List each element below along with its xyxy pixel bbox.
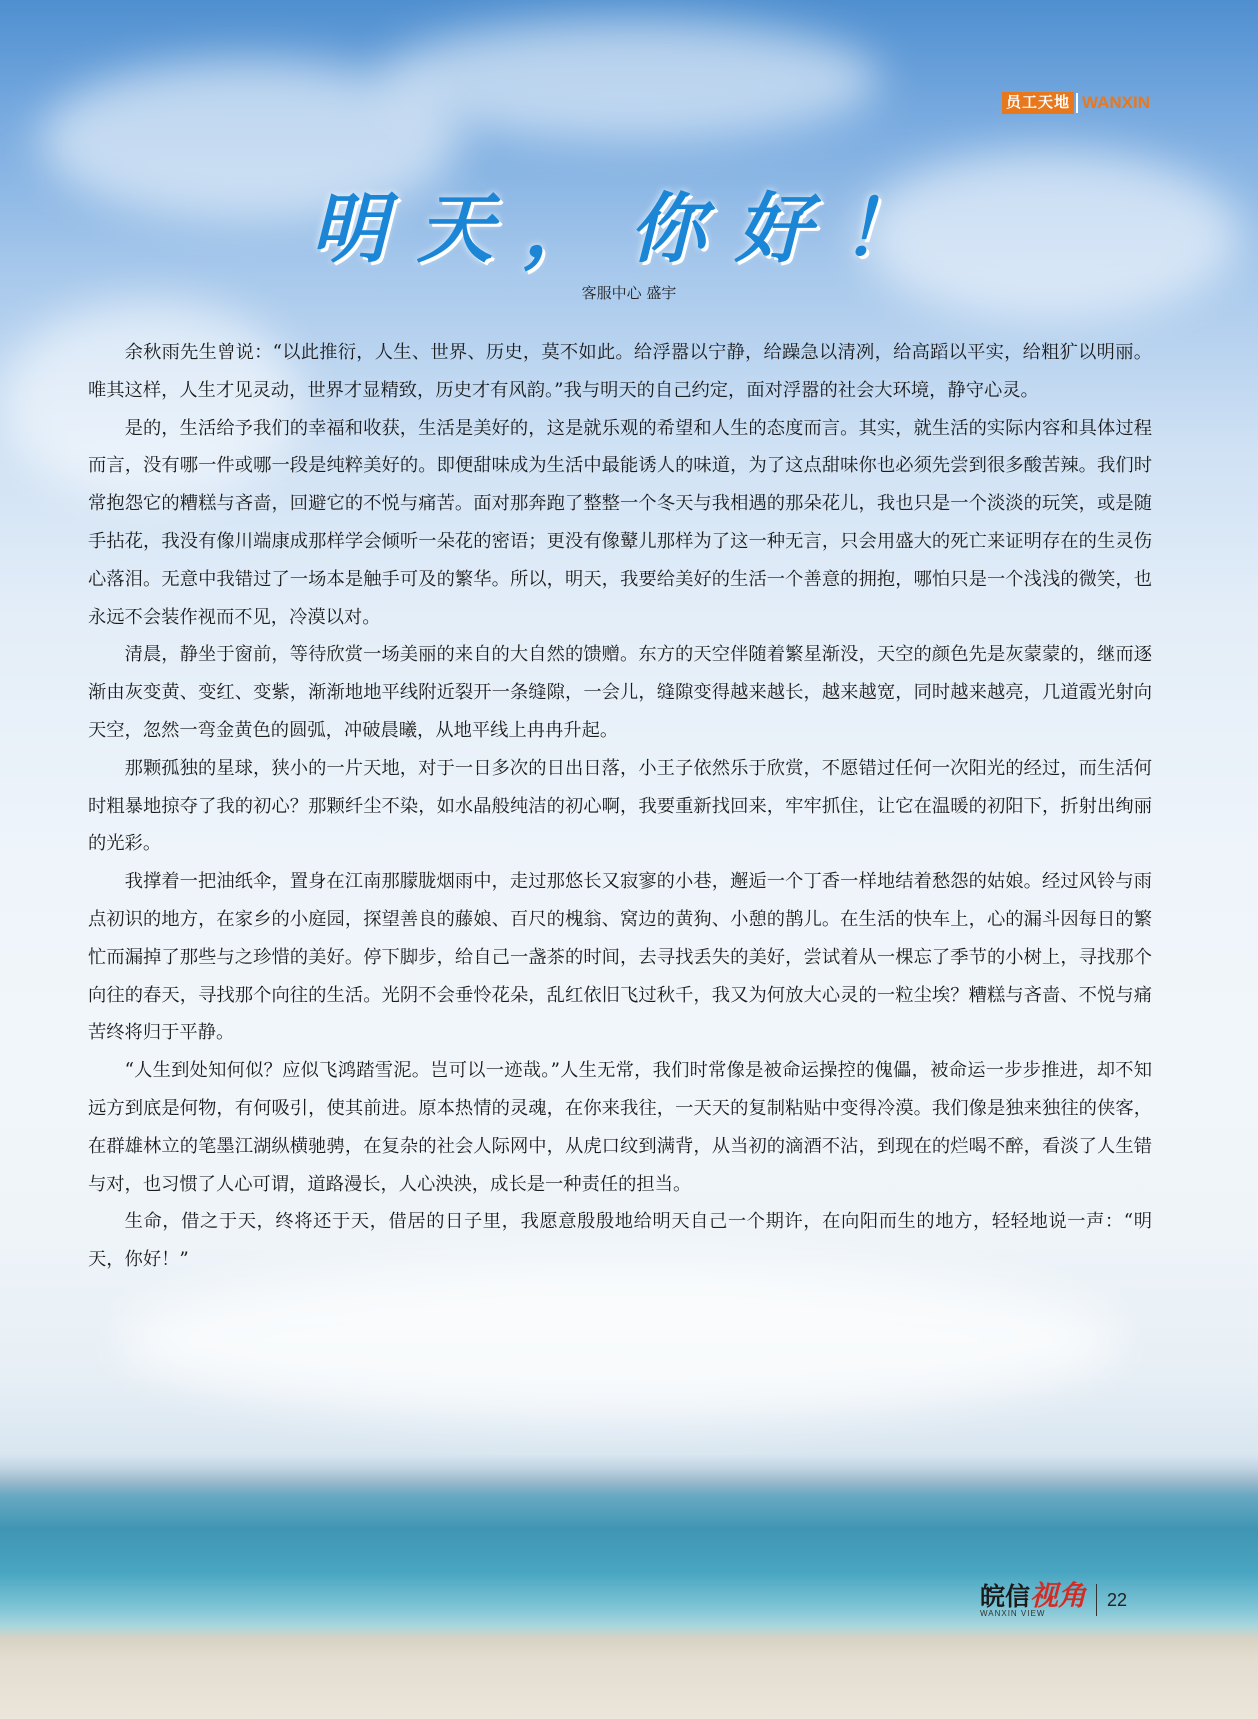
page-number: 22 (1107, 1589, 1128, 1610)
article-paragraph: “人生到处知何似？应似飞鸿踏雪泥。岂可以一迹哉。”人生无常，我们时常像是被命运操控的傀儡，被命运一步步推进，却不知远方到底是何物，有何吸引，使其前进。原本热情的灵魂，在你来我往，一天天的复制粘贴中变得冷漠。我们像是独来独往的侠客，在群雄林立的笔墨江湖纵横驰骋，在复杂的社会人际网中，从虎口纹到满背，从当初的滴酒不沾，到现在的烂喝不醉，看淡了人生错与对，也习惯了人心可谓，道路漫长，人心泱泱，成长是一种责任的担当。 (88, 1060, 1152, 1195)
article-body (88, 334, 1152, 1279)
cloud-decoration (120, 1260, 1120, 1420)
logo-en: WANXIN VIEW (980, 1609, 1046, 1618)
article-byline: 客服中心 盛宇 (581, 284, 677, 302)
article-paragraph: 我撑着一把油纸伞，置身在江南那朦胧烟雨中，走过那悠长又寂寥的小巷，邂逅一个丁香一样地结着愁怨的姑娘。经过风铃与雨点初识的地方，在家乡的小庭园，探望善良的藤娘、百尺的槐翁、窝边的黄狗、小憩的鹊儿。在生活的快车上，心的漏斗因每日的繁忙而漏掉了那些与之珍惜的美好。停下脚步，给自己一盏茶的时间，去寻找丢失的美好，尝试着从一棵忘了季节的小树上，寻找那个向往的春天，寻找那个向往的生活。光阴不会垂怜花朵，乱红依旧飞过秋千，我又为何放大心灵的一粒尘埃？糟糕与吝啬、不悦与痛苦终将归于平静。 (88, 871, 1152, 1044)
section-tag (1002, 92, 1150, 114)
article-paragraph: 是的，生活给予我们的幸福和收获，生活是美好的，这是就乐观的希望和人生的态度而言。其实，就生活的实际内容和具体过程而言，没有哪一件或哪一段是纯粹美好的。即便甜味成为生活中最能诱人的味道，为了这点甜味你也必须先尝到很多酸苦辣。我们时常抱怨它的糟糕与吝啬，回避它的不悦与痛苦。面对那奔跑了整整一个冬天与我相遇的那朵花儿，我也只是一个淡淡的玩笑，或是随手拈花，我没有像川端康成那样学会倾听一朵花的密语；更没有像鼙儿那样为了这一种无言，只会用盛大的死亡来证明存在的生灵伤心落泪。无意中我错过了一场本是触手可及的繁华。所以，明天，我要给美好的生活一个善意的拥抱，哪怕只是一个浅浅的微笑，也永远不会装作视而不见，冷漠以对。 (88, 417, 1152, 628)
cloud-decoration (380, 20, 880, 140)
footer-divider (1096, 1584, 1097, 1616)
article-paragraph: 生命，借之于天，终将还于天，借居的日子里，我愿意殷殷地给明天自己一个期许，在向阳而生的地方，轻轻地说一声：“明天，你好！” (88, 1211, 1152, 1271)
logo-cn-part-b: 视角 (1030, 1579, 1087, 1612)
logo-cn-part-a: 皖信 (980, 1582, 1031, 1611)
magazine-logo (980, 1579, 1087, 1618)
section-tag-cn: 员工天地 (1002, 92, 1074, 114)
article-paragraph: 清晨，静坐于窗前，等待欣赏一场美丽的来自的大自然的馈赠。东方的天空伴随着繁星渐没，天空的颜色先是灰蒙蒙的，继而逐渐由灰变黄、变红、变紫，渐渐地地平线附近裂开一条缝隙，一会儿，缝隙变得越来越长，越来越宽，同时越来越亮，几道霞光射向天空，忽然一弯金黄色的圆弧，冲破晨曦，从地平线上冉冉升起。 (88, 644, 1152, 741)
article-title: 明天，你好！ (311, 184, 947, 273)
footer-logo (980, 1580, 1127, 1620)
article-paragraph: 余秋雨先生曾说：“以此推衍，人生、世界、历史，莫不如此。给浮嚣以宁静，给躁急以清冽，给高蹈以平实，给粗犷以明丽。唯其这样，人生才见灵动，世界才显精致，历史才有风韵。”我与明天的自己约定，面对浮嚣的社会大环境，静守心灵。 (88, 342, 1152, 401)
section-tag-en: WANXIN (1076, 93, 1150, 113)
article-paragraph: 那颗孤独的星球，狭小的一片天地，对于一日多次的日出日落，小王子依然乐于欣赏，不愿错过任何一次阳光的经过，而生活何时粗暴地掠夺了我的初心？那颗纤尘不染，如水晶般纯洁的初心啊，我要重新找回来，牢牢抓住，让它在温暖的初阳下，折射出绚丽的光彩。 (88, 757, 1152, 855)
